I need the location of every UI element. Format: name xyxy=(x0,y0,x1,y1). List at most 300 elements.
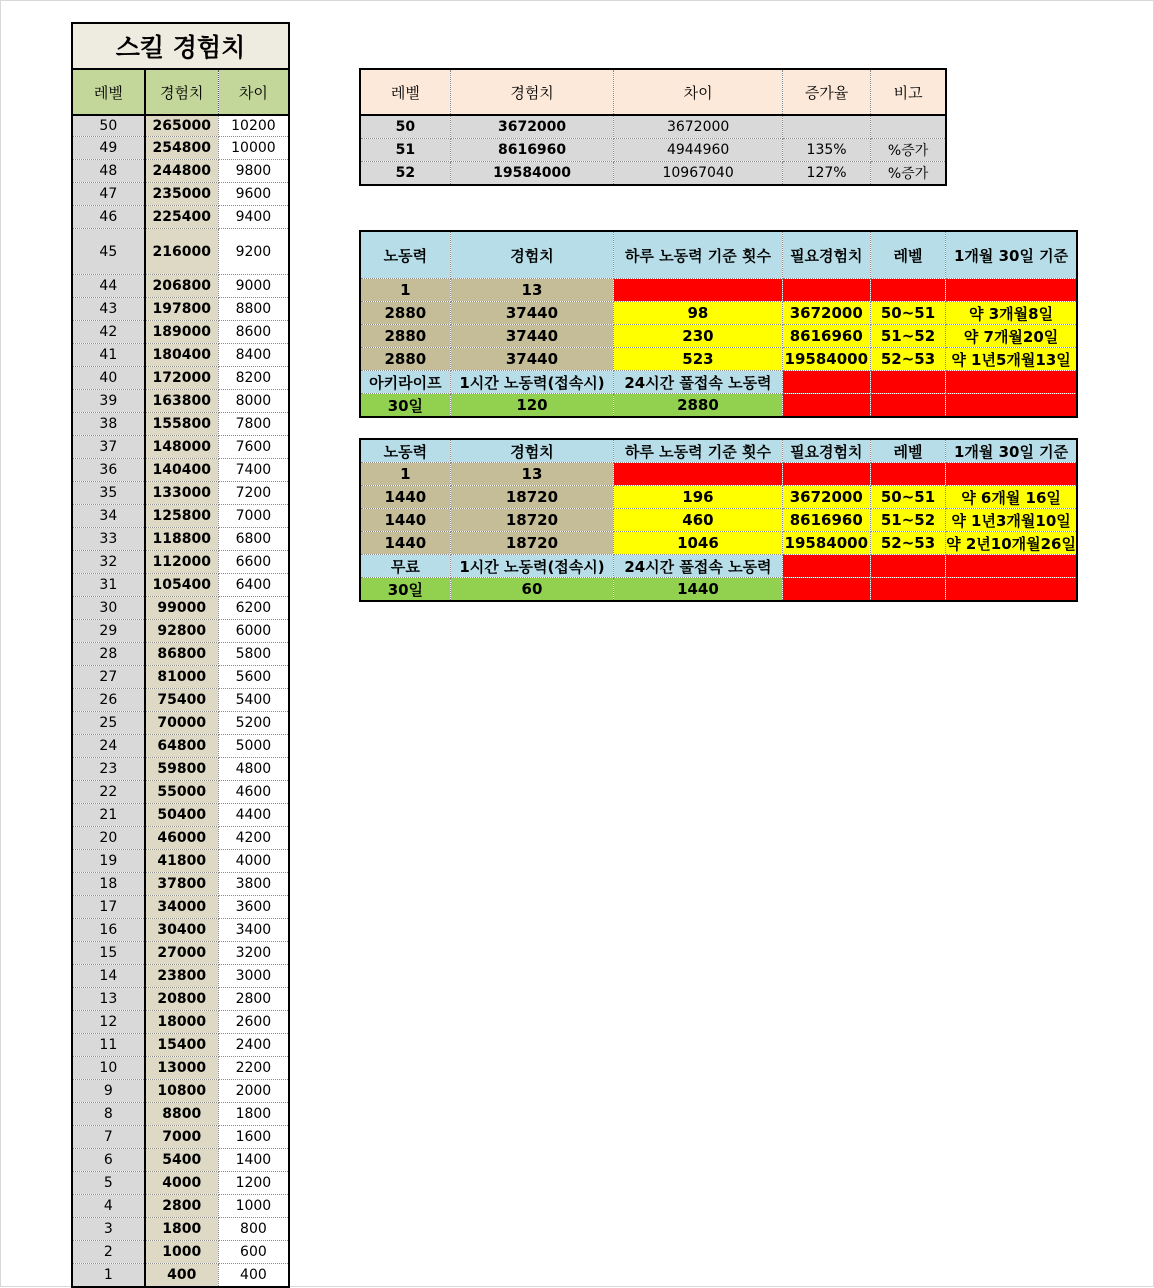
cell-diff: 10200 xyxy=(218,115,289,137)
cell-level: 49 xyxy=(72,137,145,160)
cell-diff: 4000 xyxy=(218,850,289,873)
cell-exp: 133000 xyxy=(145,482,219,505)
cell-level: 29 xyxy=(72,620,145,643)
cell-empty xyxy=(870,371,945,394)
cell-exp: 225400 xyxy=(145,206,219,229)
cell-period: 약 6개월 16일 xyxy=(946,486,1077,509)
cell-required: 19584000 xyxy=(782,532,870,555)
t1-header-diff: 차이 xyxy=(614,69,783,115)
t3-header-level: 레벨 xyxy=(870,439,945,463)
cell-diff: 5200 xyxy=(218,712,289,735)
cell-level: 3 xyxy=(72,1218,145,1241)
table-row xyxy=(360,509,1077,532)
cell-exp: 20800 xyxy=(145,988,219,1011)
table-row xyxy=(72,712,289,735)
t1-header-note: 비고 xyxy=(871,69,946,115)
table-row xyxy=(72,551,289,574)
cell-empty xyxy=(614,279,782,302)
table-row xyxy=(72,735,289,758)
cell-empty xyxy=(614,463,782,486)
cell-diff: 5000 xyxy=(218,735,289,758)
cell-level: 51~52 xyxy=(870,325,945,348)
cell-exp: 13 xyxy=(450,463,613,486)
cell-labor: 2880 xyxy=(360,348,450,371)
cell-level: 22 xyxy=(72,781,145,804)
cell-exp: 37440 xyxy=(450,348,613,371)
cell-count: 523 xyxy=(614,348,782,371)
cell-exp: 254800 xyxy=(145,137,219,160)
cell-labor: 1440 xyxy=(360,532,450,555)
table-row xyxy=(72,367,289,390)
cell-empty xyxy=(946,279,1077,302)
t3-header-exp: 경험치 xyxy=(450,439,613,463)
table-row xyxy=(72,1149,289,1172)
cell-exp: 7000 xyxy=(145,1126,219,1149)
t3-header-period: 1개월 30일 기준 xyxy=(946,439,1077,463)
cell-level: 11 xyxy=(72,1034,145,1057)
cell-level: 24 xyxy=(72,735,145,758)
table-row xyxy=(360,325,1077,348)
cell-empty xyxy=(782,394,870,418)
cell-diff: 5600 xyxy=(218,666,289,689)
cell-diff: 400 xyxy=(218,1264,289,1288)
cell-exp: 206800 xyxy=(145,275,219,298)
table-row xyxy=(360,578,1077,602)
t2-header-required: 필요경험치 xyxy=(782,231,870,279)
cell-exp: 189000 xyxy=(145,321,219,344)
cell-level: 23 xyxy=(72,758,145,781)
level-exp-table xyxy=(359,68,947,186)
cell-empty xyxy=(870,463,945,486)
cell-level: 32 xyxy=(72,551,145,574)
table-row xyxy=(72,137,289,160)
cell-level: 19 xyxy=(72,850,145,873)
cell-level: 46 xyxy=(72,206,145,229)
table-row xyxy=(72,873,289,896)
cell-diff: 6600 xyxy=(218,551,289,574)
cell-exp: 1800 xyxy=(145,1218,219,1241)
cell-level: 50 xyxy=(360,115,450,139)
cell-count: 196 xyxy=(614,486,782,509)
cell-subheader-daily: 24시간 풀접속 노동력 xyxy=(614,555,782,578)
table-row xyxy=(72,528,289,551)
cell-exp: 4000 xyxy=(145,1172,219,1195)
cell-level: 48 xyxy=(72,160,145,183)
cell-exp: 75400 xyxy=(145,689,219,712)
cell-level: 5 xyxy=(72,1172,145,1195)
table-row xyxy=(360,555,1077,578)
cell-required: 3672000 xyxy=(782,486,870,509)
table-row xyxy=(72,1218,289,1241)
t2-header-labor: 노동력 xyxy=(360,231,450,279)
cell-empty xyxy=(782,371,870,394)
cell-empty xyxy=(870,279,945,302)
cell-diff: 9600 xyxy=(218,183,289,206)
table-row xyxy=(72,965,289,988)
t2-header-count: 하루 노동력 기준 횟수 xyxy=(614,231,782,279)
table-row xyxy=(360,532,1077,555)
cell-diff: 1200 xyxy=(218,1172,289,1195)
table-row xyxy=(72,1172,289,1195)
cell-diff: 9400 xyxy=(218,206,289,229)
cell-count: 460 xyxy=(614,509,782,532)
cell-level: 50~51 xyxy=(870,302,945,325)
cell-diff: 4200 xyxy=(218,827,289,850)
table-row xyxy=(72,1126,289,1149)
cell-level: 20 xyxy=(72,827,145,850)
cell-note: %증가 xyxy=(871,139,946,162)
cell-level: 51 xyxy=(360,139,450,162)
table-row xyxy=(72,229,289,275)
cell-subheader-hourly: 1시간 노동력(접속시) xyxy=(450,555,613,578)
cell-exp: 70000 xyxy=(145,712,219,735)
cell-exp: 5400 xyxy=(145,1149,219,1172)
cell-exp: 81000 xyxy=(145,666,219,689)
t1-header-exp: 경험치 xyxy=(450,69,614,115)
cell-level: 47 xyxy=(72,183,145,206)
cell-count: 1046 xyxy=(614,532,782,555)
cell-level: 7 xyxy=(72,1126,145,1149)
cell-exp: 400 xyxy=(145,1264,219,1288)
table-row xyxy=(72,390,289,413)
table-row xyxy=(72,689,289,712)
cell-level: 33 xyxy=(72,528,145,551)
cell-diff: 1000 xyxy=(218,1195,289,1218)
table-row xyxy=(72,275,289,298)
cell-diff: 8000 xyxy=(218,390,289,413)
cell-diff: 600 xyxy=(218,1241,289,1264)
table-row xyxy=(72,620,289,643)
cell-exp: 8800 xyxy=(145,1103,219,1126)
table-row xyxy=(72,206,289,229)
cell-diff: 1800 xyxy=(218,1103,289,1126)
t2-header-exp: 경험치 xyxy=(450,231,613,279)
cell-diff: 8400 xyxy=(218,344,289,367)
cell-level: 50 xyxy=(72,115,145,137)
cell-exp: 172000 xyxy=(145,367,219,390)
table-row xyxy=(72,1080,289,1103)
cell-level: 2 xyxy=(72,1241,145,1264)
cell-period: 약 2년10개월26일 xyxy=(946,532,1077,555)
table-row xyxy=(72,436,289,459)
cell-level: 8 xyxy=(72,1103,145,1126)
cell-exp: 10800 xyxy=(145,1080,219,1103)
cell-level: 37 xyxy=(72,436,145,459)
cell-exp: 197800 xyxy=(145,298,219,321)
cell-exp: 112000 xyxy=(145,551,219,574)
cell-period: 약 3개월8일 xyxy=(946,302,1077,325)
cell-level: 17 xyxy=(72,896,145,919)
cell-level: 10 xyxy=(72,1057,145,1080)
cell-diff: 9000 xyxy=(218,275,289,298)
cell-diff: 9200 xyxy=(218,229,289,275)
cell-level: 1 xyxy=(72,1264,145,1288)
cell-diff: 1400 xyxy=(218,1149,289,1172)
cell-level: 52~53 xyxy=(870,532,945,555)
table-row xyxy=(360,139,946,162)
cell-level: 30 xyxy=(72,597,145,620)
table-row xyxy=(72,1264,289,1288)
cell-diff: 6200 xyxy=(218,597,289,620)
cell-exp: 265000 xyxy=(145,115,219,137)
cell-empty xyxy=(946,463,1077,486)
cell-count: 98 xyxy=(614,302,782,325)
cell-exp: 30400 xyxy=(145,919,219,942)
cell-exp: 216000 xyxy=(145,229,219,275)
cell-diff: 7800 xyxy=(218,413,289,436)
cell-exp: 3672000 xyxy=(450,115,614,139)
cell-diff: 3800 xyxy=(218,873,289,896)
cell-level: 44 xyxy=(72,275,145,298)
cell-diff: 3200 xyxy=(218,942,289,965)
cell-exp: 118800 xyxy=(145,528,219,551)
table-row xyxy=(360,302,1077,325)
cell-labor: 1440 xyxy=(360,509,450,532)
cell-diff: 3000 xyxy=(218,965,289,988)
cell-diff: 1600 xyxy=(218,1126,289,1149)
cell-diff: 7600 xyxy=(218,436,289,459)
cell-hourly: 120 xyxy=(450,394,613,418)
cell-exp: 235000 xyxy=(145,183,219,206)
cell-exp: 55000 xyxy=(145,781,219,804)
cell-diff: 7400 xyxy=(218,459,289,482)
cell-rate xyxy=(782,115,870,139)
table-row xyxy=(72,758,289,781)
cell-level: 28 xyxy=(72,643,145,666)
cell-level: 6 xyxy=(72,1149,145,1172)
cell-required: 19584000 xyxy=(782,348,870,371)
table-row xyxy=(72,666,289,689)
cell-exp: 92800 xyxy=(145,620,219,643)
table-row xyxy=(72,298,289,321)
table-row xyxy=(72,643,289,666)
table-row xyxy=(72,988,289,1011)
cell-exp: 64800 xyxy=(145,735,219,758)
table-row xyxy=(72,1195,289,1218)
cell-period: 약 1년5개월13일 xyxy=(946,348,1077,371)
cell-level: 45 xyxy=(72,229,145,275)
cell-exp: 41800 xyxy=(145,850,219,873)
table-row xyxy=(72,896,289,919)
cell-exp: 27000 xyxy=(145,942,219,965)
cell-required: 8616960 xyxy=(782,509,870,532)
table-row xyxy=(72,597,289,620)
cell-level: 16 xyxy=(72,919,145,942)
table-row xyxy=(360,394,1077,418)
table-row xyxy=(360,115,946,139)
cell-note: %증가 xyxy=(871,162,946,186)
cell-level: 14 xyxy=(72,965,145,988)
cell-period: 약 7개월20일 xyxy=(946,325,1077,348)
table-row xyxy=(72,804,289,827)
table-row xyxy=(360,162,946,186)
table-row xyxy=(72,344,289,367)
t1-header-level: 레벨 xyxy=(360,69,450,115)
t3-header-required: 필요경험치 xyxy=(782,439,870,463)
cell-exp: 125800 xyxy=(145,505,219,528)
cell-exp: 15400 xyxy=(145,1034,219,1057)
table-row xyxy=(72,919,289,942)
cell-diff: 8200 xyxy=(218,367,289,390)
table-row xyxy=(72,1057,289,1080)
cell-diff: 3400 xyxy=(218,919,289,942)
cell-exp: 23800 xyxy=(145,965,219,988)
cell-exp: 18720 xyxy=(450,509,613,532)
cell-diff: 8800 xyxy=(218,298,289,321)
cell-empty xyxy=(870,578,945,602)
header-diff: 차이 xyxy=(218,69,289,115)
cell-diff: 9800 xyxy=(218,160,289,183)
cell-diff: 2200 xyxy=(218,1057,289,1080)
cell-diff: 2000 xyxy=(218,1080,289,1103)
cell-level: 40 xyxy=(72,367,145,390)
cell-exp: 18000 xyxy=(145,1011,219,1034)
table-row xyxy=(72,827,289,850)
cell-exp: 50400 xyxy=(145,804,219,827)
cell-exp: 155800 xyxy=(145,413,219,436)
cell-subheader-plan: 무료 xyxy=(360,555,450,578)
cell-level: 25 xyxy=(72,712,145,735)
cell-exp: 34000 xyxy=(145,896,219,919)
cell-exp: 59800 xyxy=(145,758,219,781)
cell-diff: 4800 xyxy=(218,758,289,781)
cell-labor: 2880 xyxy=(360,302,450,325)
cell-count: 230 xyxy=(614,325,782,348)
cell-diff: 8600 xyxy=(218,321,289,344)
cell-empty xyxy=(946,555,1077,578)
header-level: 레벨 xyxy=(72,69,145,115)
cell-level: 31 xyxy=(72,574,145,597)
cell-diff: 5400 xyxy=(218,689,289,712)
cell-diff: 800 xyxy=(218,1218,289,1241)
cell-empty xyxy=(870,394,945,418)
cell-level: 42 xyxy=(72,321,145,344)
cell-days: 30일 xyxy=(360,394,450,418)
cell-level: 18 xyxy=(72,873,145,896)
cell-empty xyxy=(782,463,870,486)
cell-level: 27 xyxy=(72,666,145,689)
cell-exp: 140400 xyxy=(145,459,219,482)
cell-period: 약 1년3개월10일 xyxy=(946,509,1077,532)
cell-level: 51~52 xyxy=(870,509,945,532)
table-row xyxy=(72,781,289,804)
cell-diff: 6400 xyxy=(218,574,289,597)
cell-exp: 37440 xyxy=(450,325,613,348)
cell-diff: 6800 xyxy=(218,528,289,551)
cell-diff: 2400 xyxy=(218,1034,289,1057)
cell-level: 35 xyxy=(72,482,145,505)
cell-level: 36 xyxy=(72,459,145,482)
cell-exp: 1000 xyxy=(145,1241,219,1264)
cell-empty xyxy=(870,555,945,578)
table-row xyxy=(360,486,1077,509)
cell-exp: 180400 xyxy=(145,344,219,367)
table-row xyxy=(72,183,289,206)
cell-diff: 10967040 xyxy=(614,162,783,186)
cell-level: 9 xyxy=(72,1080,145,1103)
table-row xyxy=(360,371,1077,394)
table-row xyxy=(72,413,289,436)
cell-exp: 86800 xyxy=(145,643,219,666)
cell-exp: 46000 xyxy=(145,827,219,850)
table-row xyxy=(72,942,289,965)
cell-subheader-daily: 24시간 풀접속 노동력 xyxy=(614,371,782,394)
t2-header-period: 1개월 30일 기준 xyxy=(946,231,1077,279)
cell-required: 8616960 xyxy=(782,325,870,348)
cell-hourly: 60 xyxy=(450,578,613,602)
t3-header-count: 하루 노동력 기준 횟수 xyxy=(614,439,782,463)
cell-labor: 1440 xyxy=(360,486,450,509)
cell-empty xyxy=(946,371,1077,394)
cell-level: 39 xyxy=(72,390,145,413)
table-row xyxy=(72,574,289,597)
cell-diff: 2800 xyxy=(218,988,289,1011)
table-row xyxy=(72,1241,289,1264)
table-row xyxy=(360,463,1077,486)
skill-exp-table xyxy=(71,22,290,1288)
cell-exp: 99000 xyxy=(145,597,219,620)
cell-diff: 10000 xyxy=(218,137,289,160)
skill-table-title: 스킬 경험치 xyxy=(72,23,289,69)
table-row xyxy=(72,115,289,137)
cell-daily: 2880 xyxy=(614,394,782,418)
table-row xyxy=(72,482,289,505)
cell-diff: 4600 xyxy=(218,781,289,804)
table-row xyxy=(72,850,289,873)
cell-empty xyxy=(946,578,1077,602)
cell-empty xyxy=(782,578,870,602)
cell-labor: 1 xyxy=(360,463,450,486)
cell-diff: 7200 xyxy=(218,482,289,505)
cell-exp: 37440 xyxy=(450,302,613,325)
cell-diff: 4400 xyxy=(218,804,289,827)
cell-exp: 8616960 xyxy=(450,139,614,162)
table-row xyxy=(360,348,1077,371)
cell-subheader-plan: 아키라이프 xyxy=(360,371,450,394)
cell-diff: 3672000 xyxy=(614,115,783,139)
cell-exp: 244800 xyxy=(145,160,219,183)
cell-exp: 13000 xyxy=(145,1057,219,1080)
table-row xyxy=(72,321,289,344)
header-exp: 경험치 xyxy=(145,69,219,115)
cell-exp: 18720 xyxy=(450,532,613,555)
cell-empty xyxy=(946,394,1077,418)
table-row xyxy=(72,1103,289,1126)
cell-note xyxy=(871,115,946,139)
labor-table-archelife xyxy=(359,230,1078,418)
cell-diff: 3600 xyxy=(218,896,289,919)
table-row xyxy=(72,459,289,482)
cell-level: 21 xyxy=(72,804,145,827)
cell-level: 26 xyxy=(72,689,145,712)
cell-rate: 127% xyxy=(782,162,870,186)
t2-header-level: 레벨 xyxy=(870,231,945,279)
cell-level: 38 xyxy=(72,413,145,436)
t3-header-labor: 노동력 xyxy=(360,439,450,463)
cell-exp: 13 xyxy=(450,279,613,302)
cell-level: 15 xyxy=(72,942,145,965)
cell-empty xyxy=(782,555,870,578)
cell-rate: 135% xyxy=(782,139,870,162)
cell-level: 43 xyxy=(72,298,145,321)
cell-level: 13 xyxy=(72,988,145,1011)
cell-exp: 163800 xyxy=(145,390,219,413)
cell-required: 3672000 xyxy=(782,302,870,325)
cell-level: 50~51 xyxy=(870,486,945,509)
cell-exp: 19584000 xyxy=(450,162,614,186)
cell-exp: 2800 xyxy=(145,1195,219,1218)
cell-diff: 7000 xyxy=(218,505,289,528)
